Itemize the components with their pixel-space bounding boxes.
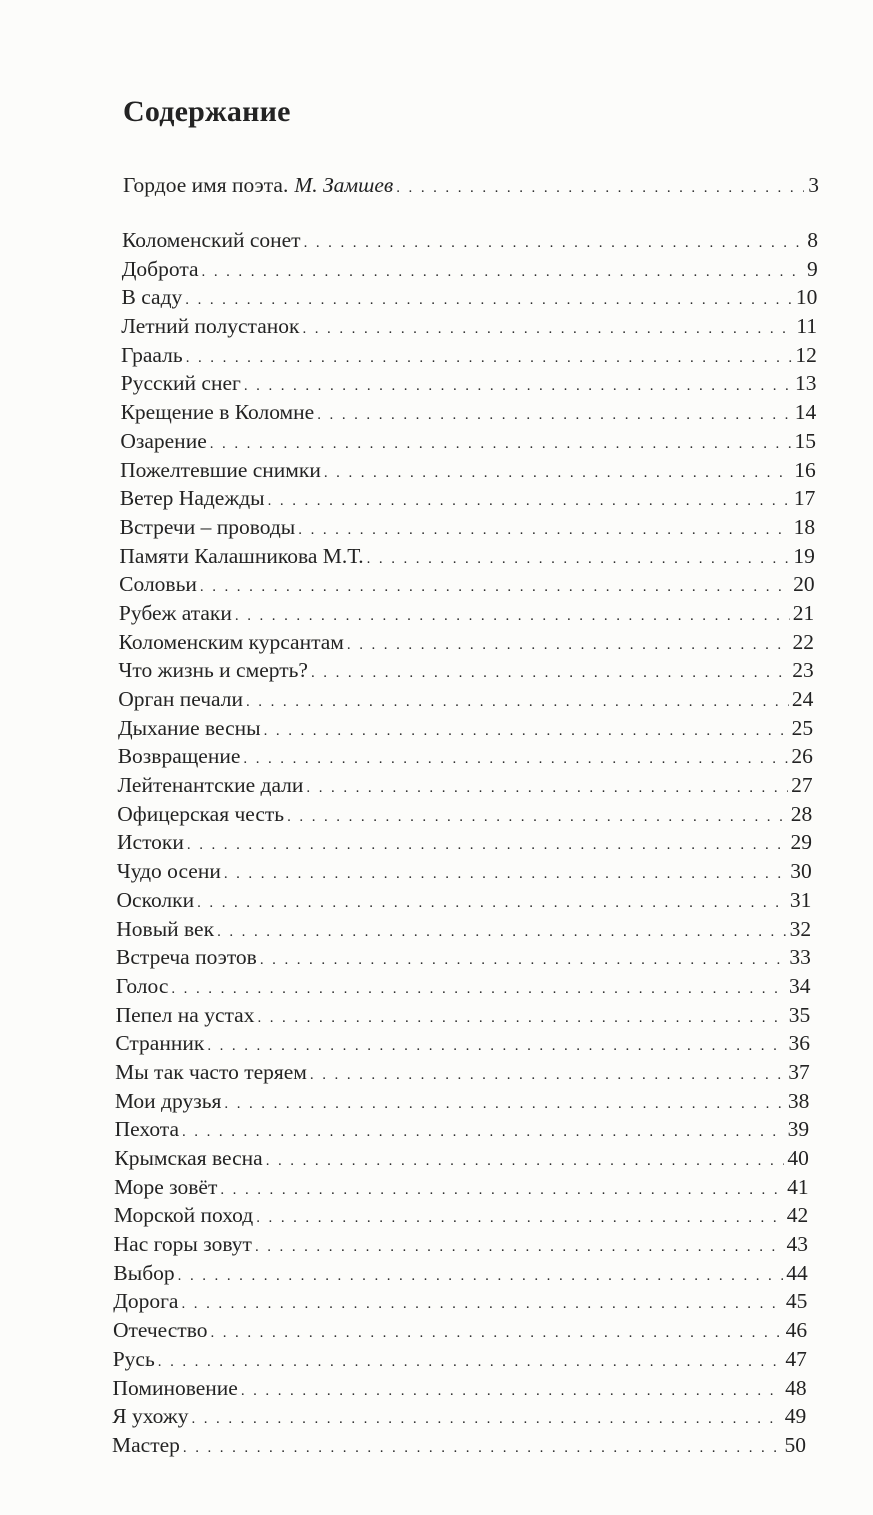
toc-entry-title: Дыхание весны <box>117 715 261 740</box>
toc-entry-title: Мастер <box>112 1432 180 1457</box>
toc-entry-title: Доброта <box>121 256 199 281</box>
toc-entry-title: Истоки <box>117 830 184 855</box>
toc-row <box>122 283 818 312</box>
toc-row <box>119 570 814 599</box>
toc-leader-dots <box>243 745 788 774</box>
toc-leader-dots <box>302 315 793 344</box>
toc-entry-title: В саду <box>121 285 183 310</box>
toc-page-number: 36 <box>788 1031 810 1056</box>
toc-row <box>121 312 817 341</box>
toc-leader-dots <box>210 430 792 459</box>
toc-page-number: 16 <box>794 457 816 482</box>
toc-leader-dots <box>182 1118 785 1147</box>
toc-page-number: 37 <box>788 1059 810 1084</box>
toc-entry-title: Грааль <box>121 342 183 367</box>
toc-leader-dots <box>260 946 787 975</box>
toc-leader-dots <box>241 1377 782 1406</box>
toc-page-number: 32 <box>789 916 812 941</box>
toc-page-number: 28 <box>790 801 813 826</box>
toc-row <box>119 628 814 657</box>
toc-entry-title: Пепел на устах <box>115 1002 255 1027</box>
toc-entry-author: М. Замшев <box>294 173 394 197</box>
toc-page-number: 30 <box>790 859 812 884</box>
toc-entry-title: Мы так часто теряем <box>115 1059 307 1084</box>
toc-entry-title: Озарение <box>120 428 207 453</box>
toc-entry-title: Коломенский сонет <box>122 228 301 252</box>
toc-row <box>115 1058 810 1087</box>
toc-leader-dots <box>220 1176 784 1205</box>
toc-entry-title: Дорога <box>113 1289 179 1314</box>
toc-entry-title: Морской поход <box>113 1203 254 1228</box>
toc-row <box>122 255 818 284</box>
toc-row <box>116 1001 811 1030</box>
toc-row <box>119 542 814 571</box>
toc-page-number: 27 <box>791 773 813 798</box>
toc-row <box>117 857 812 886</box>
toc-row <box>113 1316 807 1345</box>
toc-entry-title: Пожелтевшие снимки <box>120 457 321 482</box>
toc-leader-dots <box>200 573 790 602</box>
toc-entry-title: Офицерская честь <box>117 801 285 826</box>
toc-page-number: 23 <box>792 658 814 683</box>
toc-entry-title: Чудо осени <box>116 859 221 884</box>
toc-row <box>123 170 819 200</box>
toc-leader-dots <box>266 1147 785 1176</box>
toc-leader-dots <box>264 717 789 746</box>
toc-row <box>120 484 816 513</box>
toc-row <box>114 1173 808 1202</box>
toc-entry-title: Мои друзья <box>114 1088 222 1113</box>
toc-page-number: 11 <box>796 314 818 339</box>
toc-row <box>114 1230 808 1259</box>
toc-entry-title: Орган печали <box>118 687 243 711</box>
toc-entry-title: Ветер Надежды <box>119 486 265 511</box>
toc-leader-dots <box>255 1233 784 1262</box>
toc-leader-dots <box>396 173 804 203</box>
toc-page-number: 39 <box>787 1117 810 1142</box>
toc-row <box>118 656 813 685</box>
toc-page-number: 31 <box>789 887 812 912</box>
toc-leader-dots <box>197 889 787 918</box>
toc-entry-title: Возвращение <box>117 744 241 769</box>
toc-page-number: 38 <box>787 1088 810 1113</box>
toc-row <box>116 972 811 1001</box>
toc-intro-entry <box>123 170 819 200</box>
toc-leader-dots <box>207 1032 785 1061</box>
toc-page-number: 29 <box>790 830 812 855</box>
toc-leader-dots <box>244 372 792 401</box>
toc-leader-dots <box>181 1290 782 1319</box>
toc-page-number: 50 <box>784 1432 806 1457</box>
toc-page-number: 13 <box>795 371 817 396</box>
toc-page-number: 14 <box>794 400 817 425</box>
toc-leader-dots <box>298 516 790 545</box>
toc-leader-dots <box>186 344 793 373</box>
toc-entry-title: Крещение в Коломне <box>120 400 315 425</box>
toc-page-number: 19 <box>793 543 815 568</box>
toc-row <box>118 742 813 771</box>
toc-leader-dots <box>217 918 787 947</box>
toc-entry-title: Осколки <box>116 887 195 912</box>
toc-leader-dots <box>183 1434 782 1463</box>
toc-page-number: 43 <box>786 1232 808 1257</box>
toc-entry-title: Нас горы зовут <box>113 1232 252 1257</box>
toc-list <box>0 226 873 1460</box>
toc-page-number: 40 <box>787 1146 809 1170</box>
toc-leader-dots <box>367 545 791 574</box>
toc-leader-dots <box>191 1405 781 1434</box>
toc-row <box>113 1259 807 1288</box>
toc-row <box>118 714 813 743</box>
toc-row <box>112 1374 806 1403</box>
toc-page-number: 47 <box>785 1346 807 1371</box>
toc-row <box>115 1115 810 1144</box>
toc-entry-title: Море зовёт <box>114 1174 218 1199</box>
toc-leader-dots <box>347 631 790 660</box>
toc-row <box>115 1087 810 1116</box>
toc-leader-dots <box>210 1319 782 1348</box>
toc-page-number: 46 <box>785 1318 808 1343</box>
toc-leader-dots <box>187 831 788 860</box>
toc-entry-title: Выбор <box>113 1260 175 1285</box>
toc-entry-title: Памяти Калашникова М.Т. <box>119 543 364 568</box>
toc-page-number: 45 <box>785 1289 808 1314</box>
toc-entry-title: Новый век <box>116 916 215 941</box>
toc-row <box>116 943 811 972</box>
toc-page-number: 3 <box>808 173 819 197</box>
toc-leader-dots <box>246 688 789 717</box>
toc-leader-dots <box>324 459 791 488</box>
toc-page-number: 41 <box>787 1174 809 1199</box>
toc-page-number: 10 <box>795 285 818 310</box>
toc-page-number: 9 <box>806 256 818 281</box>
toc-row <box>113 1287 807 1316</box>
toc-page-number: 48 <box>785 1375 807 1400</box>
toc-row <box>121 369 817 398</box>
toc-page-number: 12 <box>795 342 817 367</box>
toc-row <box>115 1029 810 1058</box>
toc-page-number: 18 <box>793 514 816 539</box>
toc-row <box>114 1144 808 1173</box>
toc-leader-dots <box>224 1090 785 1119</box>
toc-row <box>116 915 811 944</box>
toc-leader-dots <box>235 602 790 631</box>
toc-page-number: 21 <box>792 600 815 625</box>
toc-leader-dots <box>304 229 803 258</box>
toc-entry-title: Отечество <box>112 1318 208 1343</box>
toc-row <box>117 771 812 800</box>
toc-row <box>120 456 816 485</box>
toc-entry-title: Гордое имя поэта. <box>123 173 289 197</box>
toc-entry-title: Пехота <box>114 1117 179 1142</box>
toc-entry-title: Соловьи <box>119 572 197 597</box>
toc-row <box>112 1402 806 1431</box>
toc-row <box>121 341 817 370</box>
toc-leader-dots <box>306 774 788 803</box>
toc-leader-dots <box>257 1004 785 1033</box>
toc-entry-title: Голос <box>115 973 169 998</box>
toc-row <box>117 886 812 915</box>
toc-entry-title: Лейтенантские дали <box>117 773 304 798</box>
toc-page-number: 20 <box>793 572 815 597</box>
toc-row <box>120 513 816 542</box>
toc-page-number: 26 <box>791 744 813 769</box>
toc-row <box>121 398 817 427</box>
toc-entry-title: Крымская весна <box>114 1146 263 1170</box>
toc-page-number: 25 <box>791 715 814 740</box>
toc-entry-title: Встреча поэтов <box>116 945 257 970</box>
toc-page-number: 33 <box>789 945 811 970</box>
toc-entry-title: Коломенским курсантам <box>118 629 344 654</box>
toc-leader-dots <box>310 1061 785 1090</box>
toc-entry-title: Поминовение <box>112 1375 238 1400</box>
toc-entry-title: Странник <box>115 1031 205 1056</box>
toc-row <box>119 599 814 628</box>
toc-leader-dots <box>224 860 787 889</box>
toc-leader-dots <box>185 286 793 315</box>
page-title: Содержание <box>123 95 291 128</box>
toc-entry-title: Встречи – проводы <box>119 514 296 539</box>
toc-row <box>117 800 812 829</box>
toc-entry-title: Русский снег <box>120 371 241 396</box>
toc-page-number: 17 <box>793 486 816 511</box>
toc-page-number: 15 <box>794 428 816 453</box>
toc-row <box>113 1345 807 1374</box>
toc-leader-dots <box>311 659 789 688</box>
toc-leader-dots <box>317 401 792 430</box>
toc-row <box>114 1201 808 1230</box>
toc-leader-dots <box>171 975 786 1004</box>
toc-leader-dots <box>178 1262 784 1291</box>
toc-entry-title: Рубеж атаки <box>118 600 232 625</box>
toc-entry-title: Летний полустанок <box>121 314 300 339</box>
toc-row <box>117 828 812 857</box>
toc-page-number: 42 <box>786 1203 809 1228</box>
toc-page-number: 49 <box>784 1404 807 1429</box>
toc-page-number: 24 <box>791 687 814 711</box>
toc-row <box>120 427 816 456</box>
toc-page-number: 22 <box>792 629 814 654</box>
toc-page-number: 8 <box>807 228 818 252</box>
toc-leader-dots <box>268 487 791 516</box>
toc-entry-title: Я ухожу <box>112 1404 189 1429</box>
toc-page-number: 35 <box>788 1002 811 1027</box>
toc-page-number: 34 <box>789 973 811 998</box>
toc-leader-dots <box>287 803 788 832</box>
toc-leader-dots <box>202 258 803 287</box>
toc-entry-title: Русь <box>112 1346 155 1371</box>
toc-page-number: 44 <box>786 1260 808 1285</box>
toc-entry-title: Что жизнь и смерть? <box>118 658 308 683</box>
toc-row <box>122 226 818 255</box>
toc-leader-dots <box>158 1348 783 1377</box>
toc-row <box>118 685 813 714</box>
toc-leader-dots <box>256 1204 784 1233</box>
toc-row <box>112 1431 806 1460</box>
